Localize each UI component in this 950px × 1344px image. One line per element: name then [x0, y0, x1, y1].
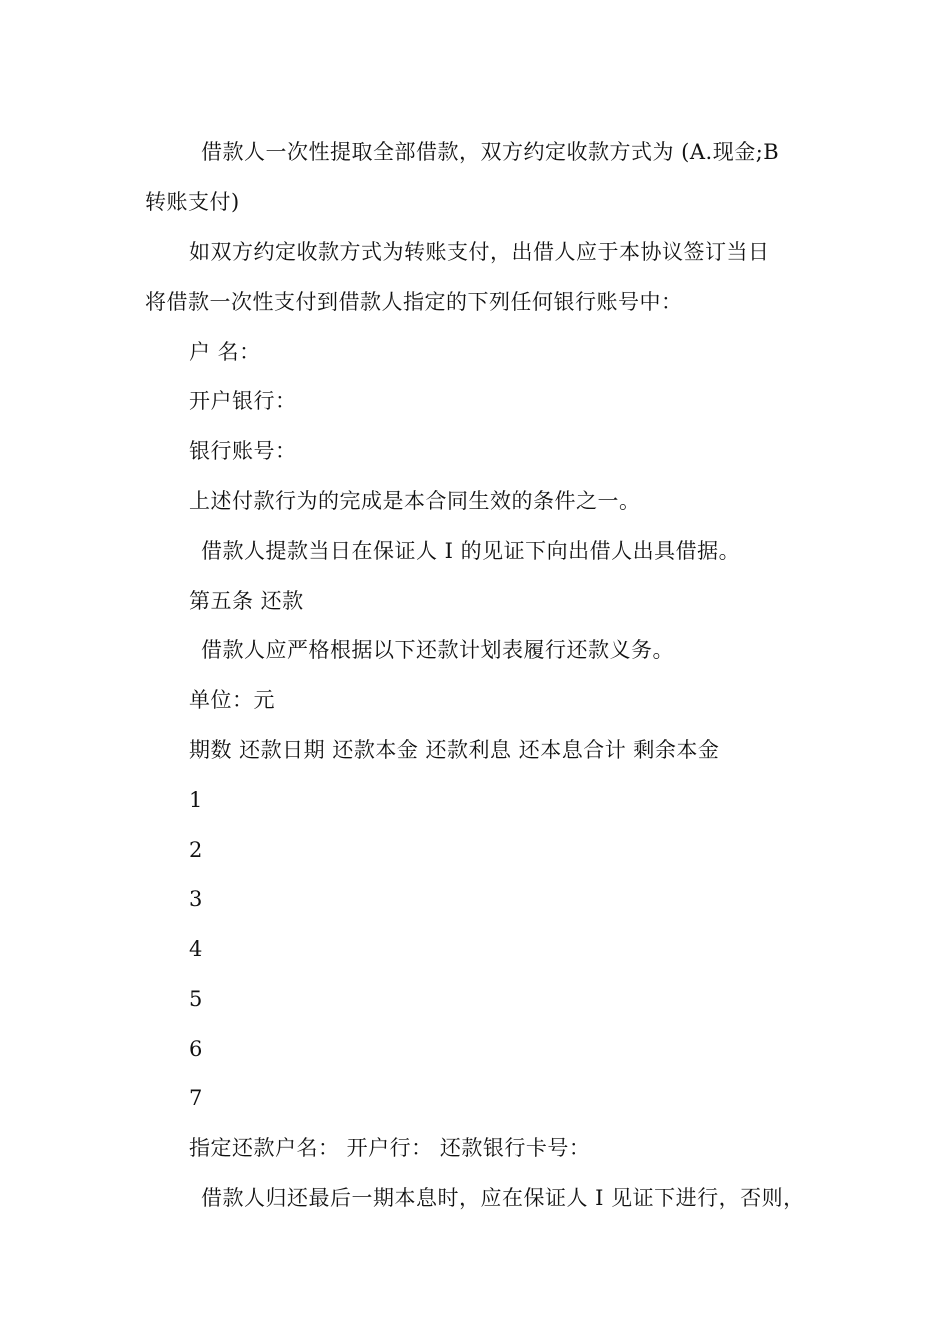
paragraph-line: 上述付款行为的完成是本合同生效的条件之一。: [189, 489, 641, 513]
account-name-label: 户 名：: [189, 340, 261, 364]
period-number: 6: [189, 1037, 203, 1061]
paragraph-line: 如双方约定收款方式为转账支付，出借人应于本协议签订当日: [189, 240, 770, 264]
section-heading: 第五条 还款: [189, 589, 304, 613]
unit-label: 单位：元: [189, 688, 275, 712]
paragraph-line: 借款人归还最后一期本息时，应在保证人 I 见证下进行，否则，: [201, 1186, 805, 1210]
period-number: 2: [189, 838, 203, 862]
period-number: 1: [189, 788, 203, 812]
period-number: 7: [189, 1086, 203, 1110]
repayment-account-line: 指定还款户名： 开户行： 还款银行卡号：: [189, 1136, 591, 1160]
paragraph-line: 借款人应严格根据以下还款计划表履行还款义务。: [201, 638, 674, 662]
paragraph-line: 转账支付): [145, 190, 240, 214]
bank-account-label: 银行账号：: [189, 439, 297, 463]
period-number: 5: [189, 987, 203, 1011]
paragraph-line: 借款人提款当日在保证人 I 的见证下向出借人出具借据。: [201, 539, 741, 563]
repayment-table-header: 期数 还款日期 还款本金 还款利息 还本息合计 剩余本金: [189, 738, 720, 762]
paragraph-line: 借款人一次性提取全部借款，双方约定收款方式为 (A.现金;B: [201, 140, 780, 164]
bank-name-label: 开户银行：: [189, 389, 297, 413]
period-number: 3: [189, 887, 203, 911]
period-number: 4: [189, 937, 203, 961]
paragraph-line: 将借款一次性支付到借款人指定的下列任何银行账号中：: [145, 290, 683, 314]
